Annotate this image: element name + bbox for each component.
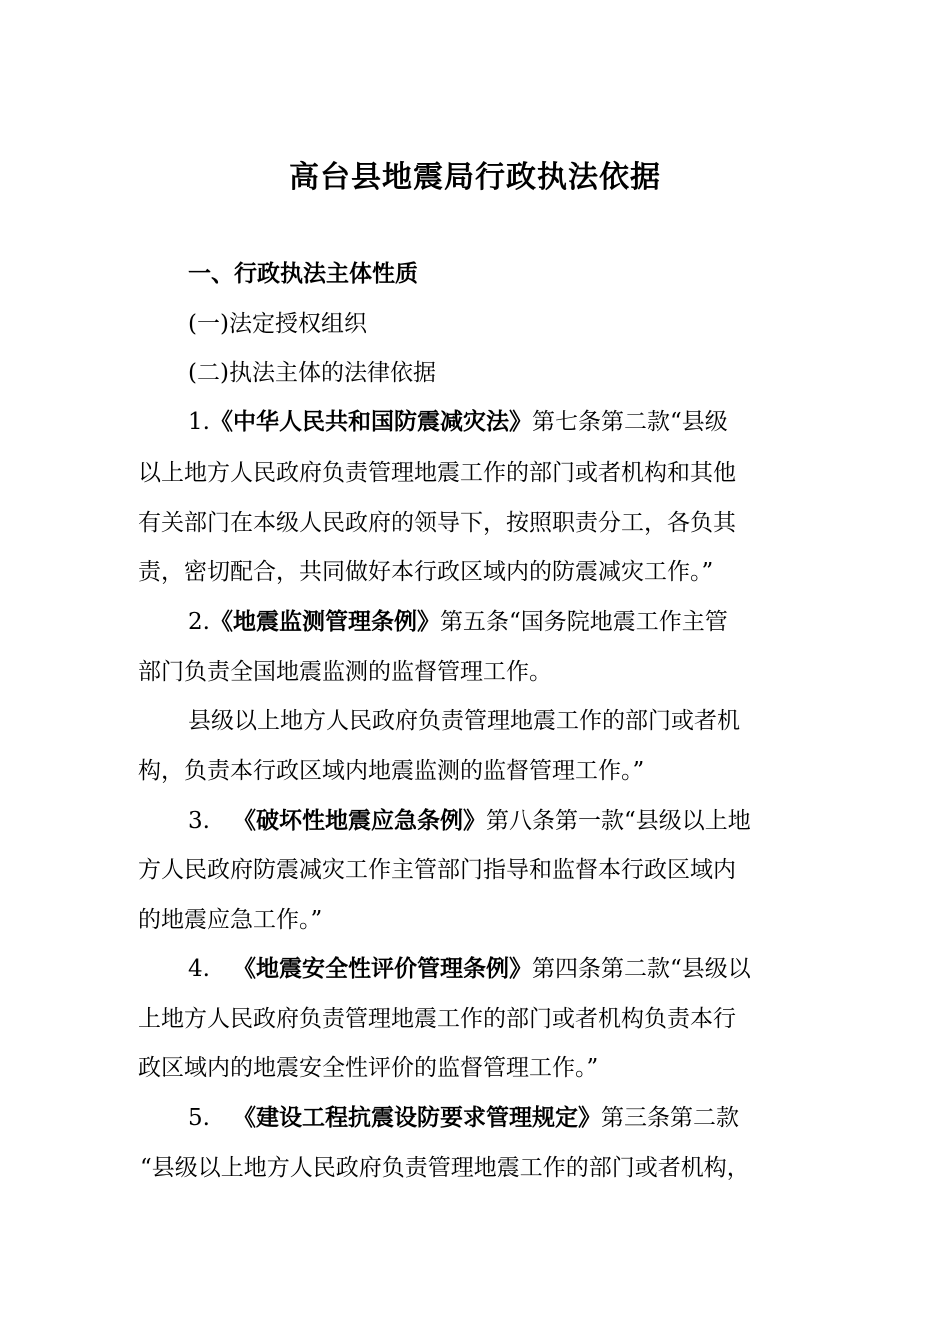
clause-3-law-title: 《破坏性地震应急条例》 <box>232 807 486 834</box>
clause-2-line: 构，负责本行政区域内地震监测的监督管理工作。” <box>138 758 645 784</box>
clause-4-line: 政区域内的地震安全性评价的监督管理工作。” <box>138 1055 599 1081</box>
clause-4-line: 上地方人民政府负责管理地震工作的部门或者机构负责本行 <box>138 1006 736 1032</box>
clause-5-first-line <box>188 1102 878 1134</box>
clause-3-first-line <box>188 805 878 837</box>
clause-5-text: 第三条第二款 <box>600 1105 739 1131</box>
clause-5-line: “县级以上地方人民政府负责管理地震工作的部门或者机构， <box>140 1155 750 1181</box>
clause-1-law-title: 《中华人民共和国防震减灾法》 <box>209 408 532 435</box>
section-heading: 一、行政执法主体性质 <box>188 260 418 287</box>
clause-1-number: 1. <box>188 409 210 435</box>
clause-1-first-line <box>188 406 878 438</box>
clause-2-text: 第五条“国务院地震工作主管 <box>439 609 728 635</box>
clause-5-law-title: 《建设工程抗震设防要求管理规定》 <box>232 1104 601 1131</box>
clause-5-number: 5. <box>188 1105 210 1131</box>
clause-4-number: 4. <box>188 956 210 982</box>
clause-1-line: 以上地方人民政府负责管理地震工作的部门或者机构和其他 <box>138 460 736 486</box>
subsection-1: (一)法定授权组织 <box>188 311 367 337</box>
clause-2-number: 2. <box>188 609 210 635</box>
clause-2-paragraph: 县级以上地方人民政府负责管理地震工作的部门或者机 <box>188 708 740 734</box>
clause-1-line: 有关部门在本级人民政府的领导下，按照职责分工，各负其 <box>138 510 736 536</box>
clause-3-line: 的地震应急工作。” <box>138 907 323 933</box>
clause-1-text: 第七条第二款“县级 <box>531 409 728 435</box>
subsection-2: (二)执法主体的法律依据 <box>188 360 436 386</box>
clause-3-number: 3. <box>188 808 210 834</box>
clause-3-line: 方人民政府防震减灾工作主管部门指导和监督本行政区域内 <box>138 857 736 883</box>
clause-4-first-line <box>188 953 878 985</box>
clause-1-line: 责，密切配合，共同做好本行政区域内的防震减灾工作。” <box>138 559 714 585</box>
clause-2-first-line <box>188 606 878 638</box>
clause-4-law-title: 《地震安全性评价管理条例》 <box>232 955 532 982</box>
document-title: 高台县地震局行政执法依据 <box>289 160 661 195</box>
clause-3-text: 第八条第一款“县级以上地 <box>485 808 751 834</box>
clause-2-line: 部门负责全国地震监测的监督管理工作。 <box>138 659 552 685</box>
clause-4-text: 第四条第二款“县级以 <box>531 956 751 982</box>
clause-2-law-title: 《地震监测管理条例》 <box>209 608 440 635</box>
